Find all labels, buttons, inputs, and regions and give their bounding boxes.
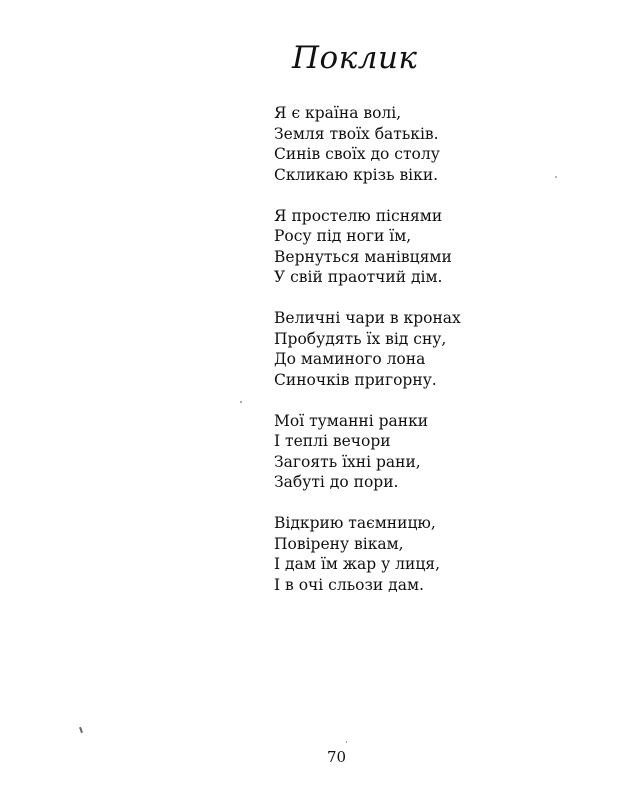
poem-line: І дам їм жар у лиця, [274,555,441,573]
poem-line: Я є країна волі, [274,104,402,122]
poem-line: У свій праотчий дім. [274,268,443,286]
poem-line: Повірену вікам, [274,534,404,553]
scan-speck [240,401,242,403]
poem-line: Величні чари в кронах [274,309,461,327]
poem-line: І в очі сльози дам. [274,575,424,594]
stanza-5 [274,513,461,595]
poem-line: Скликаю крізь віки. [274,165,439,184]
poem-line: Земля твоїх батьків. [274,124,439,143]
scan-speck [346,741,347,743]
poem-line: Синів своїх до столу [274,145,440,163]
scan-speck [79,727,83,733]
stanza-1 [274,103,461,185]
poem-line: Загоять їхні рани, [274,452,421,471]
stanza-4 [274,411,461,493]
poem-line: Пробудять їх від сну, [274,329,447,348]
page-number: 70 [327,748,347,766]
poem-line: Синочків пригорну. [274,370,437,389]
poem-line: Забуті до пори. [274,473,399,491]
poem-body [274,103,461,616]
stanza-2 [274,206,461,288]
poem-line: І теплі вечори [274,432,391,450]
poem-line: До маминого лона [274,350,426,368]
poem-title: Поклик [292,40,418,76]
poem-line: Росу під ноги їм, [274,227,412,245]
stanza-3 [274,308,461,390]
poem-line: Я простелю піснями [274,206,443,225]
poem-line: Відкрию таємницю, [274,514,436,532]
poem-line: Мої туманні ранки [274,411,429,430]
scan-speck [555,176,557,178]
poem-line: Вернуться манівцями [274,247,452,266]
